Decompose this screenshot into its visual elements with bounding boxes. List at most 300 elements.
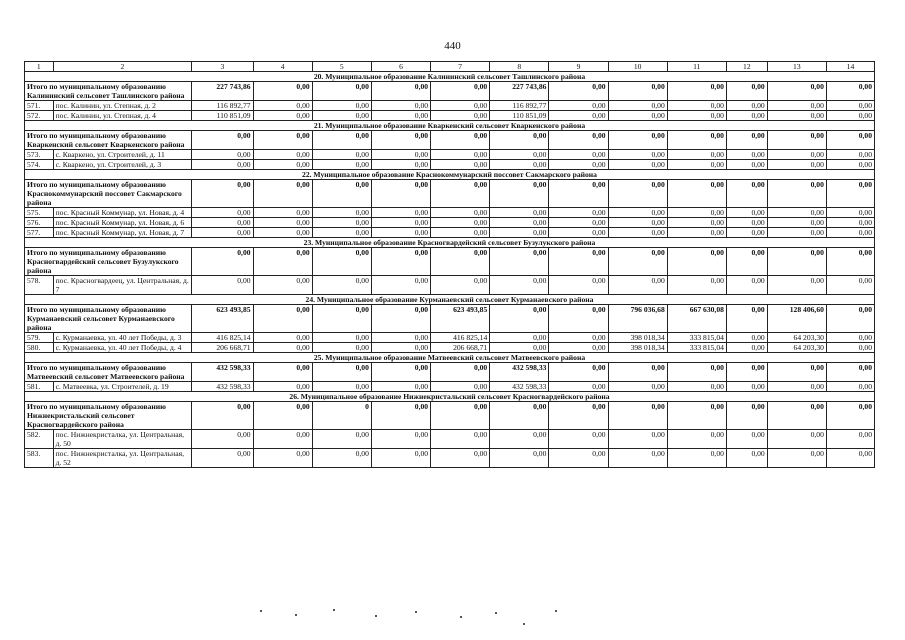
table-row (25, 150, 875, 160)
row-value: 0,00 (549, 208, 608, 218)
total-value: 0,00 (192, 180, 253, 208)
total-value: 0,00 (312, 305, 371, 333)
total-value: 0,00 (490, 402, 549, 430)
row-value: 64 203,30 (767, 333, 826, 343)
row-value: 0,00 (371, 160, 430, 170)
row-value: 116 892,77 (490, 101, 549, 111)
section-title: 25. Муниципальное образование Матвеевский сельсовет Матвеевского района (25, 353, 875, 363)
row-value: 0,00 (253, 218, 312, 228)
total-value: 0,00 (826, 402, 874, 430)
total-value: 0,00 (253, 402, 312, 430)
total-value: 0,00 (826, 248, 874, 276)
column-number: 3 (192, 62, 253, 72)
row-value: 0,00 (726, 430, 767, 449)
row-value: 0,00 (253, 276, 312, 295)
column-number: 10 (608, 62, 667, 72)
total-label: Итого по муниципальному образованию Матвеевский сельсовет Матвеевского района (25, 363, 192, 382)
row-value: 0,00 (726, 449, 767, 468)
row-value: 0,00 (431, 430, 490, 449)
row-value: 0,00 (767, 208, 826, 218)
row-value: 0,00 (431, 218, 490, 228)
row-number: 577. (25, 228, 54, 238)
section-title: 26. Муниципальное образование Нижнекристальский сельсовет Красногвардейского района (25, 392, 875, 402)
total-value: 623 493,85 (431, 305, 490, 333)
row-number: 579. (25, 333, 54, 343)
row-value: 0,00 (667, 382, 726, 392)
row-value: 0,00 (549, 333, 608, 343)
section-title: 23. Муниципальное образование Красногвардейский сельсовет Бузулукского района (25, 238, 875, 248)
total-value: 0,00 (608, 248, 667, 276)
total-value: 0,00 (431, 402, 490, 430)
table-row (25, 160, 875, 170)
row-value: 206 668,71 (431, 343, 490, 353)
total-value: 0,00 (312, 363, 371, 382)
column-number: 2 (53, 62, 192, 72)
row-value: 0,00 (431, 111, 490, 121)
row-value: 0,00 (490, 430, 549, 449)
row-value: 0,00 (549, 449, 608, 468)
column-number: 13 (767, 62, 826, 72)
row-value: 0,00 (826, 449, 874, 468)
total-value: 0 (312, 402, 371, 430)
row-value: 0,00 (608, 101, 667, 111)
row-value: 0,00 (253, 333, 312, 343)
total-value: 0,00 (826, 305, 874, 333)
table-row (25, 276, 875, 295)
section-title-row (25, 121, 875, 131)
row-value: 333 815,04 (667, 343, 726, 353)
total-row (25, 305, 875, 333)
total-value: 0,00 (608, 363, 667, 382)
total-value: 0,00 (431, 363, 490, 382)
row-address: пос. Калинин, ул. Степная, д. 2 (53, 101, 192, 111)
row-value: 0,00 (667, 101, 726, 111)
row-value: 0,00 (312, 228, 371, 238)
total-value: 0,00 (371, 82, 430, 101)
total-value: 0,00 (726, 180, 767, 208)
row-value: 0,00 (371, 333, 430, 343)
row-value: 0,00 (726, 218, 767, 228)
row-value: 0,00 (726, 150, 767, 160)
scan-noise (255, 606, 575, 626)
row-value: 0,00 (826, 333, 874, 343)
total-value: 0,00 (826, 180, 874, 208)
row-value: 0,00 (826, 430, 874, 449)
row-value: 432 598,33 (192, 382, 253, 392)
total-value: 0,00 (608, 131, 667, 150)
total-value: 0,00 (767, 363, 826, 382)
row-value: 0,00 (312, 430, 371, 449)
row-value: 0,00 (490, 343, 549, 353)
row-value: 0,00 (767, 101, 826, 111)
row-value: 0,00 (767, 449, 826, 468)
row-value: 0,00 (192, 430, 253, 449)
row-value: 0,00 (312, 208, 371, 218)
total-value: 0,00 (371, 305, 430, 333)
row-value: 0,00 (192, 150, 253, 160)
total-value: 432 598,33 (490, 363, 549, 382)
table-row (25, 430, 875, 449)
total-value: 0,00 (667, 248, 726, 276)
row-number: 580. (25, 343, 54, 353)
table-row (25, 111, 875, 121)
row-value: 0,00 (767, 111, 826, 121)
row-value: 0,00 (192, 218, 253, 228)
row-value: 0,00 (431, 208, 490, 218)
register-table (24, 61, 875, 468)
total-value: 0,00 (726, 402, 767, 430)
total-value: 0,00 (667, 82, 726, 101)
row-value: 0,00 (253, 101, 312, 111)
row-value: 0,00 (767, 218, 826, 228)
total-value: 0,00 (371, 363, 430, 382)
row-value: 0,00 (608, 382, 667, 392)
total-value: 0,00 (608, 82, 667, 101)
row-value: 0,00 (826, 150, 874, 160)
row-value: 0,00 (767, 160, 826, 170)
row-value: 110 851,09 (192, 111, 253, 121)
total-value: 0,00 (726, 363, 767, 382)
row-value: 0,00 (667, 276, 726, 295)
total-value: 0,00 (371, 180, 430, 208)
row-value: 0,00 (608, 160, 667, 170)
total-value: 0,00 (726, 305, 767, 333)
row-address: пос. Калинин, ул. Степная, д. 4 (53, 111, 192, 121)
total-value: 0,00 (371, 402, 430, 430)
column-number: 5 (312, 62, 371, 72)
row-value: 0,00 (608, 208, 667, 218)
row-address: пос. Красногвардеец, ул. Центральная, д. 7 (53, 276, 192, 295)
row-value: 0,00 (667, 430, 726, 449)
table-row (25, 228, 875, 238)
total-row (25, 180, 875, 208)
row-value: 0,00 (549, 218, 608, 228)
total-value: 0,00 (253, 363, 312, 382)
total-value: 0,00 (312, 180, 371, 208)
total-label: Итого по муниципальному образованию Кваркенский сельсовет Кваркенского района (25, 131, 192, 150)
row-value: 0,00 (608, 228, 667, 238)
total-value: 0,00 (667, 131, 726, 150)
total-value: 796 036,68 (608, 305, 667, 333)
row-value: 0,00 (253, 111, 312, 121)
row-value: 0,00 (608, 150, 667, 160)
column-number: 8 (490, 62, 549, 72)
total-value: 667 630,08 (667, 305, 726, 333)
section-title: 24. Муниципальное образование Курманаевский сельсовет Курманаевского района (25, 295, 875, 305)
row-number: 582. (25, 430, 54, 449)
row-value: 0,00 (549, 101, 608, 111)
total-value: 0,00 (767, 131, 826, 150)
row-value: 0,00 (608, 218, 667, 228)
row-value: 0,00 (312, 111, 371, 121)
row-value: 432 598,33 (490, 382, 549, 392)
row-address: с. Матвеевка, ул. Строителей, д. 19 (53, 382, 192, 392)
table-row (25, 101, 875, 111)
row-value: 0,00 (767, 228, 826, 238)
row-value: 0,00 (371, 150, 430, 160)
row-value: 0,00 (667, 150, 726, 160)
row-value: 0,00 (826, 218, 874, 228)
column-number: 4 (253, 62, 312, 72)
row-value: 0,00 (431, 160, 490, 170)
row-value: 0,00 (192, 160, 253, 170)
row-value: 0,00 (667, 208, 726, 218)
row-value: 0,00 (371, 382, 430, 392)
row-value: 0,00 (371, 449, 430, 468)
column-number: 14 (826, 62, 874, 72)
row-value: 0,00 (608, 449, 667, 468)
total-value: 0,00 (490, 180, 549, 208)
row-value: 0,00 (549, 160, 608, 170)
row-value: 0,00 (312, 150, 371, 160)
row-value: 0,00 (431, 449, 490, 468)
total-value: 0,00 (253, 82, 312, 101)
row-value: 0,00 (608, 111, 667, 121)
section-title: 21. Муниципальное образование Кваркенский сельсовет Кваркенского района (25, 121, 875, 131)
row-value: 116 892,77 (192, 101, 253, 111)
total-row (25, 363, 875, 382)
table-row (25, 449, 875, 468)
row-number: 571. (25, 101, 54, 111)
column-number: 9 (549, 62, 608, 72)
row-value: 333 815,04 (667, 333, 726, 343)
total-value: 0,00 (192, 131, 253, 150)
row-value: 0,00 (253, 430, 312, 449)
row-value: 0,00 (490, 276, 549, 295)
row-value: 0,00 (667, 218, 726, 228)
row-value: 0,00 (253, 208, 312, 218)
total-value: 0,00 (767, 402, 826, 430)
row-number: 578. (25, 276, 54, 295)
row-value: 416 825,14 (192, 333, 253, 343)
row-value: 0,00 (667, 111, 726, 121)
row-address: пос. Нижнекристалка, ул. Центральная, д. 52 (53, 449, 192, 468)
row-value: 0,00 (312, 218, 371, 228)
total-value: 0,00 (767, 82, 826, 101)
row-address: с. Кваркено, ул. Строителей, д. 11 (53, 150, 192, 160)
total-value: 0,00 (667, 363, 726, 382)
total-value: 0,00 (826, 82, 874, 101)
row-value: 0,00 (371, 228, 430, 238)
total-value: 0,00 (312, 248, 371, 276)
row-value: 0,00 (431, 101, 490, 111)
column-number: 11 (667, 62, 726, 72)
row-value: 0,00 (490, 228, 549, 238)
row-value: 0,00 (826, 101, 874, 111)
total-value: 0,00 (431, 248, 490, 276)
row-value: 0,00 (431, 276, 490, 295)
row-value: 0,00 (371, 101, 430, 111)
row-value: 0,00 (490, 218, 549, 228)
total-value: 128 406,60 (767, 305, 826, 333)
total-value: 0,00 (726, 248, 767, 276)
row-address: пос. Красный Коммунар, ул. Новая, д. 4 (53, 208, 192, 218)
row-value: 0,00 (826, 228, 874, 238)
row-value: 0,00 (490, 208, 549, 218)
total-value: 432 598,33 (192, 363, 253, 382)
total-value: 227 743,86 (192, 82, 253, 101)
row-value: 0,00 (767, 276, 826, 295)
table-row (25, 218, 875, 228)
section-title-row (25, 170, 875, 180)
row-value: 0,00 (371, 208, 430, 218)
total-value: 0,00 (431, 180, 490, 208)
row-address: пос. Красный Коммунар, ул. Новая, д. 6 (53, 218, 192, 228)
row-value: 0,00 (826, 111, 874, 121)
total-label: Итого по муниципальному образованию Курманаевский сельсовет Курманаевского района (25, 305, 192, 333)
total-value: 0,00 (667, 180, 726, 208)
section-title-row (25, 238, 875, 248)
column-number: 7 (431, 62, 490, 72)
row-value: 0,00 (608, 276, 667, 295)
table-row (25, 343, 875, 353)
row-value: 0,00 (253, 228, 312, 238)
row-value: 0,00 (726, 208, 767, 218)
total-row (25, 131, 875, 150)
total-value: 0,00 (312, 131, 371, 150)
row-value: 0,00 (312, 160, 371, 170)
total-value: 0,00 (549, 131, 608, 150)
total-value: 0,00 (490, 131, 549, 150)
table-row (25, 333, 875, 343)
row-value: 0,00 (431, 228, 490, 238)
total-value: 0,00 (549, 82, 608, 101)
page-number: 440 (444, 40, 461, 52)
row-number: 576. (25, 218, 54, 228)
row-value: 0,00 (371, 276, 430, 295)
row-value: 110 851,09 (490, 111, 549, 121)
total-value: 623 493,85 (192, 305, 253, 333)
total-value: 0,00 (192, 248, 253, 276)
row-value: 0,00 (826, 276, 874, 295)
section-title: 22. Муниципальное образование Краснокоммунарский поссовет Сакмарского района (25, 170, 875, 180)
row-value: 0,00 (490, 160, 549, 170)
row-value: 0,00 (312, 101, 371, 111)
total-value: 0,00 (431, 131, 490, 150)
row-value: 0,00 (312, 333, 371, 343)
total-value: 0,00 (490, 248, 549, 276)
row-address: с. Кваркено, ул. Строителей, д. 3 (53, 160, 192, 170)
section-title: 20. Муниципальное образование Калининский сельсовет Ташлинского района (25, 72, 875, 82)
row-value: 0,00 (253, 150, 312, 160)
row-value: 0,00 (767, 150, 826, 160)
row-address: пос. Нижнекристалка, ул. Центральная, д. 50 (53, 430, 192, 449)
row-value: 0,00 (608, 430, 667, 449)
row-value: 0,00 (726, 382, 767, 392)
row-value: 0,00 (549, 343, 608, 353)
row-value: 64 203,30 (767, 343, 826, 353)
total-value: 0,00 (371, 131, 430, 150)
total-value: 0,00 (549, 402, 608, 430)
total-value: 0,00 (490, 305, 549, 333)
row-value: 0,00 (726, 160, 767, 170)
total-label: Итого по муниципальному образованию Нижнекристальский сельсовет Красногвардейского района (25, 402, 192, 430)
total-label: Итого по муниципальному образованию Красногвардейский сельсовет Бузулукского района (25, 248, 192, 276)
row-value: 398 018,34 (608, 343, 667, 353)
row-value: 0,00 (312, 382, 371, 392)
row-number: 581. (25, 382, 54, 392)
row-value: 0,00 (726, 228, 767, 238)
row-value: 0,00 (192, 449, 253, 468)
total-row (25, 402, 875, 430)
total-value: 0,00 (767, 248, 826, 276)
row-value: 0,00 (726, 101, 767, 111)
row-value: 0,00 (253, 449, 312, 468)
row-value: 0,00 (192, 276, 253, 295)
row-value: 0,00 (371, 343, 430, 353)
total-value: 0,00 (192, 402, 253, 430)
row-number: 573. (25, 150, 54, 160)
row-address: с. Курманаевка, ул. 40 лет Победы, д. 3 (53, 333, 192, 343)
column-number: 6 (371, 62, 430, 72)
row-value: 0,00 (667, 228, 726, 238)
total-value: 0,00 (826, 131, 874, 150)
row-value: 0,00 (371, 430, 430, 449)
row-value: 0,00 (192, 208, 253, 218)
row-value: 0,00 (253, 160, 312, 170)
row-value: 0,00 (371, 111, 430, 121)
row-value: 0,00 (667, 160, 726, 170)
section-title-row (25, 295, 875, 305)
section-title-row (25, 353, 875, 363)
total-value: 0,00 (549, 248, 608, 276)
total-value: 0,00 (549, 180, 608, 208)
total-value: 0,00 (253, 180, 312, 208)
total-value: 0,00 (253, 248, 312, 276)
row-value: 0,00 (312, 343, 371, 353)
total-value: 0,00 (253, 305, 312, 333)
table-row (25, 208, 875, 218)
total-label: Итого по муниципальному образованию Краснокоммунарский поссовет Сакмарского района (25, 180, 192, 208)
row-value: 0,00 (726, 343, 767, 353)
total-value: 0,00 (371, 248, 430, 276)
total-value: 227 743,86 (490, 82, 549, 101)
row-value: 0,00 (826, 160, 874, 170)
total-value: 0,00 (667, 402, 726, 430)
row-value: 0,00 (549, 150, 608, 160)
row-number: 572. (25, 111, 54, 121)
total-value: 0,00 (726, 131, 767, 150)
total-value: 0,00 (549, 363, 608, 382)
column-number-row (25, 62, 875, 72)
row-value: 0,00 (490, 333, 549, 343)
row-value: 0,00 (826, 382, 874, 392)
row-number: 583. (25, 449, 54, 468)
total-value: 0,00 (549, 305, 608, 333)
row-value: 0,00 (767, 382, 826, 392)
row-value: 0,00 (192, 228, 253, 238)
row-value: 0,00 (371, 218, 430, 228)
row-value: 0,00 (826, 208, 874, 218)
total-value: 0,00 (726, 82, 767, 101)
row-value: 0,00 (549, 430, 608, 449)
row-value: 0,00 (549, 276, 608, 295)
row-address: с. Курманаевка, ул. 40 лет Победы, д. 4 (53, 343, 192, 353)
total-label: Итого по муниципальному образованию Калининский сельсовет Ташлинского района (25, 82, 192, 101)
row-value: 0,00 (549, 382, 608, 392)
total-value: 0,00 (312, 82, 371, 101)
row-value: 206 668,71 (192, 343, 253, 353)
row-value: 0,00 (253, 382, 312, 392)
total-row (25, 248, 875, 276)
row-number: 574. (25, 160, 54, 170)
row-value: 0,00 (549, 111, 608, 121)
row-value: 0,00 (667, 449, 726, 468)
row-value: 0,00 (490, 449, 549, 468)
total-row (25, 82, 875, 101)
row-value: 398 018,34 (608, 333, 667, 343)
row-value: 0,00 (312, 276, 371, 295)
